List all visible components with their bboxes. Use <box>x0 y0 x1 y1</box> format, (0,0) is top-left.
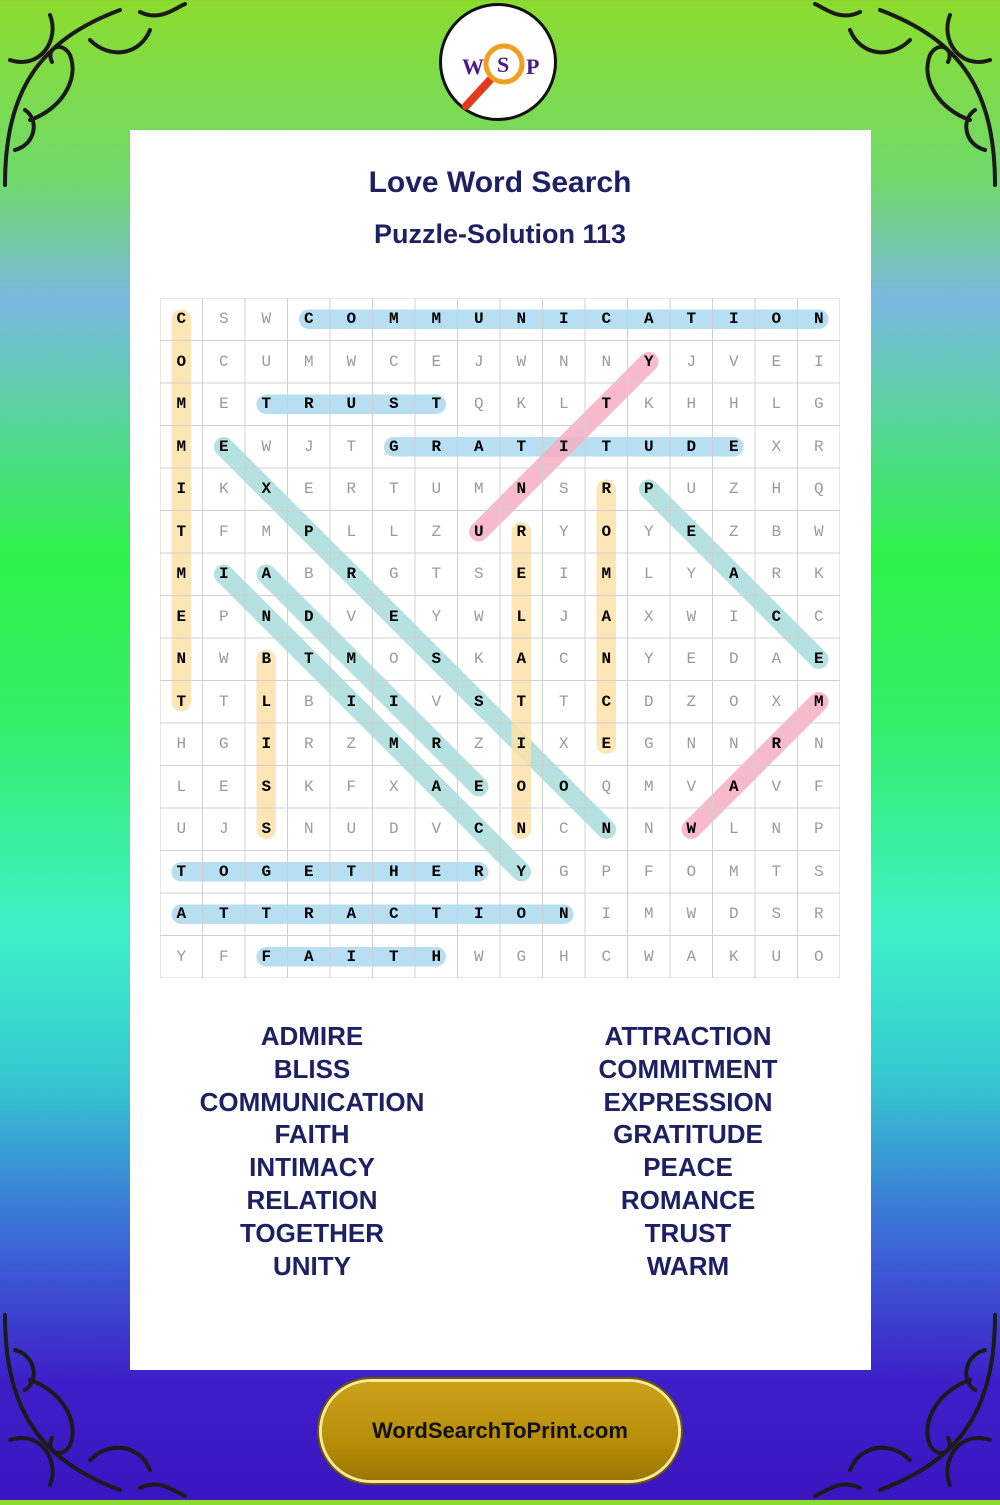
word-list-item: COMMUNICATION <box>199 1086 425 1117</box>
grid-cell[interactable]: N <box>261 607 272 626</box>
logo-letter-s: S <box>497 52 510 77</box>
grid-cell[interactable]: F <box>643 862 654 881</box>
word-list-item: ADMIRE <box>260 1021 364 1051</box>
grid-cell[interactable]: T <box>176 692 187 711</box>
grid-cell[interactable]: S <box>431 650 442 668</box>
grid-cell[interactable]: A <box>601 607 612 626</box>
grid-cell[interactable]: C <box>601 310 612 328</box>
grid-cell[interactable]: C <box>388 352 399 371</box>
grid-cell[interactable]: W <box>218 650 229 668</box>
grid-cell[interactable]: G <box>388 437 399 456</box>
grid-cell[interactable]: R <box>813 437 824 456</box>
grid-cell[interactable]: M <box>388 310 399 328</box>
grid-cell[interactable]: T <box>388 480 399 498</box>
word-list-item: FAITH <box>274 1119 350 1150</box>
grid-cell[interactable]: O <box>601 522 612 541</box>
grid-cell[interactable]: S <box>771 905 782 923</box>
magnifier-handle-icon <box>466 80 490 106</box>
grid-cell[interactable]: I <box>346 947 357 966</box>
grid-cell[interactable]: I <box>558 310 569 328</box>
grid-cell[interactable]: A <box>728 777 739 796</box>
grid-cell[interactable]: C <box>388 905 399 923</box>
grid-cell[interactable]: T <box>218 905 229 923</box>
grid-cell[interactable]: E <box>601 735 612 753</box>
grid-cell[interactable]: H <box>388 862 399 881</box>
grid-cell[interactable]: T <box>303 650 314 668</box>
grid-cell[interactable]: Y <box>431 607 442 626</box>
grid-cell[interactable]: E <box>303 862 314 881</box>
grid-cell[interactable]: I <box>218 565 229 583</box>
grid-cell[interactable]: Y <box>176 947 187 966</box>
grid-cell[interactable]: X <box>558 735 569 753</box>
grid-cell[interactable]: O <box>388 650 399 668</box>
grid-cell[interactable]: U <box>346 395 357 413</box>
grid-cell[interactable]: E <box>431 862 442 881</box>
grid-cell[interactable]: B <box>303 565 314 583</box>
grid-cell[interactable]: S <box>388 395 399 413</box>
grid-cell[interactable]: U <box>176 820 187 838</box>
grid-cell[interactable]: A <box>431 777 442 796</box>
grid-cell[interactable]: Y <box>558 522 569 541</box>
grid-cell[interactable]: O <box>771 310 782 328</box>
grid-cell[interactable]: I <box>601 905 612 923</box>
grid-cell[interactable]: N <box>813 735 824 753</box>
grid-cell[interactable]: D <box>728 650 739 668</box>
grid-cell[interactable]: P <box>303 522 314 541</box>
grid-cell[interactable]: T <box>601 437 612 456</box>
grid-cell[interactable]: R <box>346 480 357 498</box>
grid-cell[interactable]: M <box>643 905 654 923</box>
grid-cell[interactable]: R <box>771 735 782 753</box>
word-list-item: UNITY <box>273 1250 351 1281</box>
grid-cell[interactable]: R <box>431 735 442 753</box>
grid-cell[interactable]: C <box>558 650 569 668</box>
grid-cell[interactable]: J <box>473 352 484 371</box>
grid-cell[interactable]: C <box>558 820 569 838</box>
grid-cell[interactable]: B <box>303 692 314 711</box>
grid-cell[interactable]: T <box>431 565 442 583</box>
grid-cell[interactable]: N <box>558 905 569 923</box>
grid-cell[interactable]: I <box>558 565 569 583</box>
grid-cell[interactable]: N <box>728 735 739 753</box>
grid-cell[interactable]: L <box>388 522 399 541</box>
grid-cell[interactable]: M <box>431 310 442 328</box>
grid-cell[interactable]: C <box>176 310 187 328</box>
logo-letter-p: P <box>526 54 540 79</box>
logo-graphic <box>442 6 554 118</box>
grid-cell[interactable]: K <box>643 395 654 413</box>
grid-cell[interactable]: N <box>516 480 527 498</box>
grid-cell[interactable]: T <box>686 310 697 328</box>
grid-cell[interactable]: T <box>218 692 229 711</box>
grid-cell[interactable]: W <box>473 947 484 966</box>
grid-cell[interactable]: S <box>261 777 272 796</box>
grid-cell[interactable]: N <box>813 310 824 328</box>
grid-cell[interactable]: T <box>176 862 187 881</box>
word-list-item: GRATITUDE <box>613 1119 763 1150</box>
grid-cell[interactable]: X <box>388 777 399 796</box>
grid-cell[interactable]: S <box>473 692 484 711</box>
grid-cell[interactable]: L <box>346 522 357 541</box>
grid-cell[interactable]: G <box>558 862 569 881</box>
grid-cell[interactable]: T <box>176 522 187 541</box>
grid-cell[interactable]: Y <box>643 522 654 541</box>
grid-cell[interactable]: E <box>218 437 229 456</box>
grid-cell[interactable]: X <box>771 437 782 456</box>
grid-cell[interactable]: L <box>176 777 187 796</box>
grid-cell[interactable]: H <box>176 735 187 753</box>
word-list-left <box>162 1020 462 1282</box>
grid-cell[interactable]: J <box>303 437 314 456</box>
grid-cell[interactable]: U <box>473 522 484 541</box>
grid-cell[interactable]: X <box>643 607 654 626</box>
grid-cell[interactable]: A <box>686 947 697 966</box>
page-title: Love Word Search <box>368 166 632 199</box>
grid-cell[interactable]: V <box>431 692 442 711</box>
grid-cell[interactable]: O <box>516 905 527 923</box>
grid-cell[interactable]: X <box>261 480 272 498</box>
grid-cell[interactable]: L <box>728 820 739 838</box>
grid-cell[interactable]: N <box>643 820 654 838</box>
grid-cell[interactable]: U <box>686 480 697 498</box>
grid-cell[interactable]: K <box>813 565 824 583</box>
grid-cell[interactable]: U <box>431 480 442 498</box>
grid-cell[interactable]: G <box>218 735 229 753</box>
grid-cell[interactable]: T <box>261 905 272 923</box>
grid-cell[interactable]: E <box>516 565 527 583</box>
grid-cell[interactable]: E <box>218 395 229 413</box>
grid-cell[interactable]: E <box>303 480 314 498</box>
grid-cell[interactable]: O <box>346 310 357 328</box>
grid-cell[interactable]: U <box>346 820 357 838</box>
grid-cell[interactable]: K <box>218 480 229 498</box>
grid-cell[interactable]: H <box>771 480 782 498</box>
grid-cell[interactable]: I <box>558 437 569 456</box>
grid-cell[interactable]: U <box>771 947 782 966</box>
grid-cell[interactable]: Z <box>686 692 697 711</box>
grid-cell[interactable]: W <box>516 352 527 371</box>
grid-cell[interactable]: M <box>176 565 187 583</box>
grid-cell[interactable]: I <box>516 735 527 753</box>
grid-cell[interactable]: N <box>176 650 187 668</box>
grid-cell[interactable]: R <box>431 437 442 456</box>
grid-cell[interactable]: D <box>388 820 399 838</box>
grid-cell[interactable]: R <box>601 480 612 498</box>
grid-cell[interactable]: I <box>728 607 739 626</box>
grid-cell[interactable]: Y <box>686 565 697 583</box>
grid-cell[interactable]: Z <box>473 735 484 753</box>
grid-cell[interactable]: L <box>643 565 654 583</box>
grid-cell[interactable]: R <box>346 565 357 583</box>
grid-cell[interactable]: W <box>686 607 697 626</box>
grid-cell[interactable]: M <box>473 480 484 498</box>
grid-cell[interactable]: A <box>728 565 739 583</box>
grid-cell[interactable]: G <box>643 735 654 753</box>
word-search-grid <box>160 298 840 978</box>
grid-cell[interactable]: L <box>516 607 527 626</box>
grid-cell[interactable]: S <box>218 310 229 328</box>
grid-cell[interactable]: H <box>686 395 697 413</box>
grid-cell[interactable]: V <box>686 777 697 796</box>
grid-cell[interactable]: D <box>686 437 697 456</box>
grid-cell[interactable]: B <box>771 522 782 541</box>
grid-cell[interactable]: N <box>601 650 612 668</box>
grid-cell[interactable]: E <box>431 352 442 371</box>
site-link-button[interactable]: WordSearchToPrint.com <box>322 1382 678 1480</box>
grid-cell[interactable]: T <box>346 862 357 881</box>
grid-cell[interactable]: U <box>473 310 484 328</box>
grid-cell[interactable]: R <box>516 522 527 541</box>
grid-cell[interactable]: M <box>601 565 612 583</box>
grid-cell[interactable]: T <box>516 692 527 711</box>
grid-cell[interactable]: E <box>176 607 187 626</box>
word-list-item: EXPRESSION <box>603 1086 773 1117</box>
grid-cell[interactable]: C <box>473 820 484 838</box>
grid-cell[interactable]: A <box>643 310 654 328</box>
grid-cell[interactable]: M <box>388 735 399 753</box>
grid-cell[interactable]: S <box>813 862 824 881</box>
grid-cell[interactable]: E <box>813 650 824 668</box>
grid-cell[interactable]: V <box>431 820 442 838</box>
grid-cell[interactable]: Y <box>643 352 654 371</box>
grid-cell[interactable]: K <box>516 395 527 413</box>
word-list-item: PEACE <box>643 1152 733 1183</box>
grid-cell[interactable]: F <box>813 777 824 796</box>
word-list-item: ROMANCE <box>620 1184 756 1215</box>
grid-cell[interactable]: E <box>218 777 229 796</box>
grid-cell[interactable]: U <box>643 437 654 456</box>
word-list-item: RELATION <box>246 1184 378 1215</box>
grid-cell[interactable]: L <box>261 692 272 711</box>
grid-cell[interactable]: A <box>176 905 187 923</box>
grid-cell[interactable]: N <box>601 820 612 838</box>
grid-cell[interactable]: V <box>346 607 357 626</box>
grid-cell[interactable]: A <box>261 565 272 583</box>
grid-cell[interactable]: T <box>388 947 399 966</box>
grid-cell[interactable]: C <box>303 310 314 328</box>
grid-cell[interactable]: N <box>601 352 612 371</box>
grid-cell[interactable]: W <box>346 352 357 371</box>
grid-cell[interactable]: K <box>728 947 739 966</box>
grid-cell[interactable]: H <box>728 395 739 413</box>
grid-cell[interactable]: I <box>388 692 399 711</box>
grid-cell[interactable]: A <box>771 650 782 668</box>
grid-cell[interactable]: P <box>813 820 824 838</box>
grid-cell[interactable]: X <box>771 692 782 711</box>
grid-cell[interactable]: M <box>643 777 654 796</box>
grid-cell[interactable]: R <box>813 905 824 923</box>
grid-cell[interactable]: W <box>686 905 697 923</box>
grid-cell[interactable]: T <box>558 692 569 711</box>
grid-cell[interactable]: D <box>728 905 739 923</box>
grid-cell[interactable]: W <box>643 947 654 966</box>
grid-cell[interactable]: I <box>261 735 272 753</box>
grid-cell[interactable]: W <box>813 522 824 541</box>
grid-cell[interactable]: A <box>346 905 357 923</box>
grid-cell[interactable]: P <box>643 480 654 498</box>
grid-cell[interactable]: D <box>643 692 654 711</box>
grid-cell[interactable]: F <box>218 947 229 966</box>
site-logo[interactable] <box>439 3 557 121</box>
grid-cell[interactable]: L <box>771 395 782 413</box>
grid-cell[interactable]: W <box>261 310 272 328</box>
grid-cell[interactable]: I <box>813 352 824 371</box>
grid-cell[interactable]: B <box>261 650 272 668</box>
grid-cell[interactable]: M <box>176 437 187 456</box>
grid-cell[interactable]: H <box>431 947 442 966</box>
grid-cell[interactable]: A <box>516 650 527 668</box>
grid-cell[interactable]: Z <box>728 522 739 541</box>
grid-cell[interactable]: T <box>771 862 782 881</box>
grid-cell[interactable]: O <box>516 777 527 796</box>
grid-cell[interactable]: O <box>686 862 697 881</box>
grid-cell[interactable]: F <box>218 522 229 541</box>
grid-cell[interactable]: I <box>176 480 187 498</box>
grid-cell[interactable]: R <box>473 862 484 881</box>
grid-cell[interactable]: E <box>388 607 399 626</box>
grid-cell[interactable]: T <box>601 395 612 413</box>
grid-cell[interactable]: M <box>261 522 272 541</box>
grid-cell[interactable]: S <box>261 820 272 838</box>
grid-cell[interactable]: R <box>303 735 314 753</box>
grid-cell[interactable]: J <box>686 352 697 371</box>
grid-cell[interactable]: C <box>813 607 824 626</box>
word-list-item: COMMITMENT <box>598 1053 778 1084</box>
word-list-item: INTIMACY <box>249 1152 375 1183</box>
grid-cell[interactable]: E <box>473 777 484 796</box>
grid-cell[interactable]: G <box>261 862 272 881</box>
grid-cell[interactable]: O <box>176 352 187 371</box>
grid-cell[interactable]: W <box>686 820 697 838</box>
grid-cell[interactable]: J <box>218 820 229 838</box>
grid-cell[interactable]: C <box>771 607 782 626</box>
grid-cell[interactable]: F <box>261 947 272 966</box>
grid-cell[interactable]: M <box>728 862 739 881</box>
grid-cell[interactable]: C <box>601 947 612 966</box>
grid-cell[interactable]: Q <box>601 777 612 796</box>
grid-cell[interactable]: K <box>473 650 484 668</box>
grid-cell[interactable]: J <box>558 607 569 626</box>
word-list-item: WARM <box>646 1250 730 1281</box>
grid-cell[interactable]: M <box>176 395 187 413</box>
grid-cell[interactable]: T <box>346 437 357 456</box>
grid-cell[interactable]: H <box>558 947 569 966</box>
grid-cell[interactable]: T <box>261 395 272 413</box>
grid-cell[interactable]: U <box>261 352 272 371</box>
grid-cell[interactable]: W <box>261 437 272 456</box>
grid-cell[interactable]: O <box>558 777 569 796</box>
word-list-item: BLISS <box>273 1053 351 1084</box>
grid-cell[interactable]: W <box>473 607 484 626</box>
grid-cell[interactable]: M <box>303 352 314 371</box>
grid-cell[interactable]: Q <box>813 480 824 498</box>
grid-cell[interactable]: M <box>346 650 357 668</box>
grid-cell[interactable]: A <box>303 947 314 966</box>
grid-cell[interactable]: R <box>303 905 314 923</box>
grid-cell[interactable]: T <box>516 437 527 456</box>
grid-cell[interactable]: M <box>813 692 824 711</box>
grid-cell[interactable]: E <box>686 650 697 668</box>
logo-letter-w: W <box>462 54 484 79</box>
grid-cell[interactable]: O <box>218 862 229 881</box>
grid-cell[interactable]: N <box>771 820 782 838</box>
grid-cell[interactable]: N <box>686 735 697 753</box>
grid-cell[interactable]: L <box>558 395 569 413</box>
grid-cell[interactable]: P <box>218 607 229 626</box>
grid-cell[interactable]: C <box>601 692 612 711</box>
word-list-right <box>538 1020 838 1282</box>
grid-cell[interactable]: Z <box>346 735 357 753</box>
grid-cell[interactable]: T <box>431 395 442 413</box>
grid-cell[interactable]: O <box>813 947 824 966</box>
grid-cell[interactable]: R <box>771 565 782 583</box>
grid-cell[interactable]: Q <box>473 395 484 413</box>
grid-cell[interactable]: N <box>516 310 527 328</box>
grid-cell[interactable]: R <box>303 395 314 413</box>
grid-cell[interactable]: Y <box>643 650 654 668</box>
grid-cell[interactable]: T <box>431 905 442 923</box>
grid-cell[interactable]: O <box>728 692 739 711</box>
word-list-item: ATTRACTION <box>604 1021 772 1051</box>
grid-cell[interactable]: G <box>813 395 824 413</box>
grid-cell[interactable]: E <box>686 522 697 541</box>
grid-cell[interactable]: C <box>218 352 229 371</box>
grid-cell[interactable]: Y <box>516 862 527 881</box>
grid-cell[interactable]: G <box>388 565 399 583</box>
grid-cell[interactable]: N <box>558 352 569 371</box>
grid-cell[interactable]: I <box>346 692 357 711</box>
grid-cell[interactable]: E <box>771 352 782 371</box>
grid-cell[interactable]: F <box>346 777 357 796</box>
grid-cell[interactable]: Z <box>728 480 739 498</box>
grid-cell[interactable]: V <box>728 352 739 371</box>
grid-cell[interactable]: S <box>473 565 484 583</box>
page-subtitle: Puzzle-Solution 113 <box>373 219 627 249</box>
word-list-item: TRUST <box>644 1217 732 1248</box>
grid-cell[interactable]: V <box>771 777 782 796</box>
grid-cell[interactable]: A <box>473 437 484 456</box>
grid-cell[interactable]: P <box>601 862 612 881</box>
grid-cell[interactable]: K <box>303 777 314 796</box>
grid-cell[interactable]: I <box>473 905 484 923</box>
grid-cell[interactable]: N <box>516 820 527 838</box>
word-list-item: TOGETHER <box>240 1217 384 1248</box>
grid-cell[interactable]: I <box>728 310 739 328</box>
grid-cell[interactable]: S <box>558 480 569 498</box>
grid-cell[interactable]: E <box>728 437 739 456</box>
grid-cell[interactable]: G <box>516 947 527 966</box>
grid-cell[interactable]: D <box>303 607 314 626</box>
grid-cell[interactable]: Z <box>431 522 442 541</box>
grid-cell[interactable]: N <box>303 820 314 838</box>
